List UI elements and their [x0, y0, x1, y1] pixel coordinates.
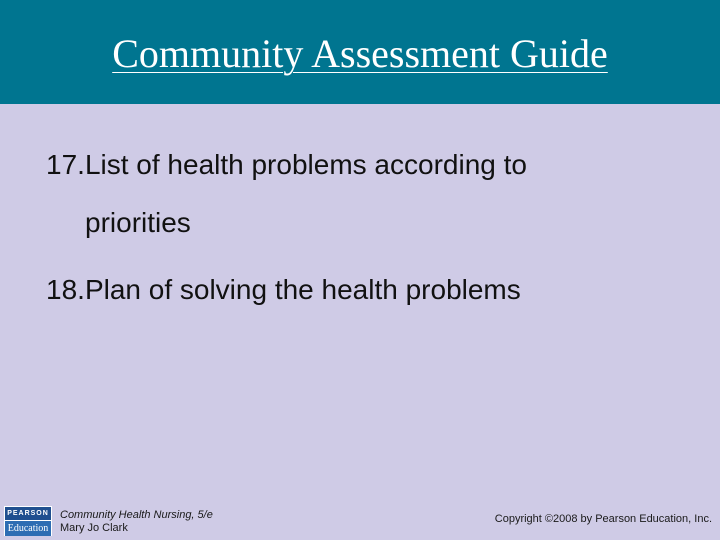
- author-name: Mary Jo Clark: [60, 522, 128, 534]
- slide-title: Community Assessment Guide: [112, 31, 608, 76]
- logo-top-text: PEARSON: [5, 507, 51, 520]
- list-item-18: [46, 273, 521, 307]
- item-text: List of health problems according to: [84, 149, 527, 180]
- list-item-17: [46, 148, 527, 182]
- book-title: Community Health Nursing, 5/e: [60, 509, 213, 521]
- item-text: Plan of solving the health problems: [84, 274, 521, 305]
- pearson-logo: [4, 506, 52, 536]
- list-item-17-continued: priorities: [85, 207, 191, 238]
- copyright-text: Copyright ©2008 by Pearson Education, Inc.: [494, 513, 712, 525]
- logo-bottom-text: Education: [5, 520, 51, 536]
- item-number: 18.: [46, 274, 85, 305]
- footer-book-info: [60, 509, 213, 535]
- item-number: 17.: [46, 149, 85, 180]
